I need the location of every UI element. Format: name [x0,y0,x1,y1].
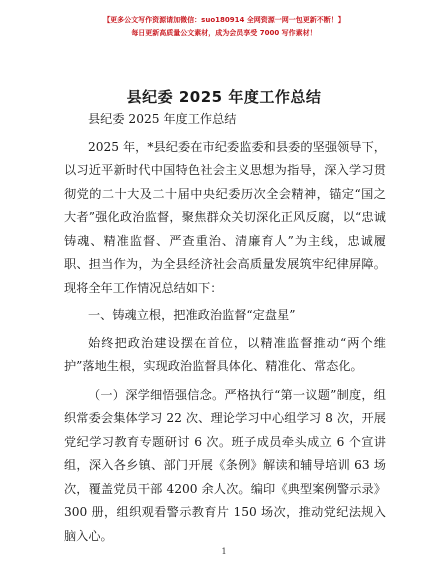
paragraph-intro: 2025 年，*县纪委在市纪委监委和县委的坚强领导下，以习近平新时代中国特色社会主义思想为指导，深入学习贯彻党的二十大及二十届中央纪委历次全会精神，锚定“国之大者”强化政治监督，聚焦群众关切深化正风反腐，以“忠诚铸魂、精准监督、严查重治、清廉育人”为主线，忠诚履职、担当作为，为全县经济社会高质量发展筑牢纪律屏障。现将全年工作情况总结如下： [64,139,386,295]
section-heading-1: 一、铸魂立根，把准政治监督“定盘星” [88,308,296,322]
page-number: 1 [221,547,227,556]
document-subtitle: 县纪委 2025 年度工作总结 [88,112,237,126]
promo-banner-line2: 每日更新高质量公文素材，成为会员享受 7000 写作素材！ [131,29,317,37]
promo-banner-line1: 【更多公文写作资源请加微信：suo180914 全网资源一网一包更新不断！】 [103,16,345,24]
document-title: 县纪委 2025 年度工作总结 [126,88,322,106]
paragraph-subsection-1: （一）深学细悟强信念。严格执行“第一议题”制度，组织常委会集体学习 22 次、理论学习中心组学习 8 次，开展党纪学习教育专题研讨 6 次。班子成员牵头成立 6 个宣讲组，深入各乡镇、部门开展《条例》解读和辅导培训 63 场次，覆盖党员干部 4200 余人次。编印《典型案例警示录》300 册，组织观看警示教育片 150 场次，推动党纪法规入脑入心。 [64,387,386,543]
promo-banner [0,14,448,40]
document-body [64,108,386,548]
paragraph-section-1: 始终把政治建设摆在首位，以精准监督推动“两个维护”落地生根，实现政治监督具体化、精准化、常态化。 [64,335,386,373]
